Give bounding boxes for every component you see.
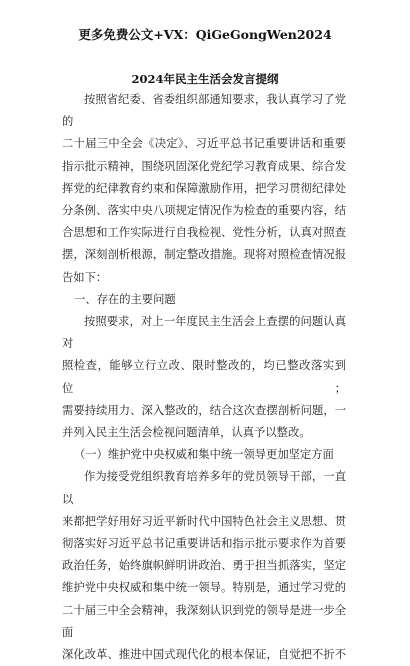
body-line: 照检查，能够立行立改、限时整改的，均已整改落实到位；	[62, 359, 346, 395]
document-body	[62, 89, 346, 666]
body-line: 按照省纪委、省委组织部通知要求，我认真学习了党的	[62, 93, 346, 129]
body-line: 按照要求，对上一年度民主生活会上查摆的问题认真对	[62, 315, 346, 351]
body-line: 挥党的纪律教育约束和保障激励作用，把学习贯彻纪律处	[62, 181, 346, 195]
body-line: 合思想和工作实际进行自我检视、党性分析，认真对照查	[62, 226, 346, 240]
body-line: 来都把学好用好习近平新时代中国特色社会主义思想、贯	[62, 514, 346, 528]
body-line: 告如下：	[62, 270, 108, 284]
body-line: 政治任务，始终旗帜鲜明讲政治、勇于担当抓落实，坚定	[62, 559, 346, 573]
body-line: 深化改革、推进中国式现代化的根本保证，自觉把不折不	[62, 648, 346, 662]
body-line: 摆，深刻剖析根源，制定整改措施。现将对照检查情况报	[62, 248, 346, 262]
section-heading: 一、存在的主要问题	[74, 292, 176, 306]
body-line: 分条例、落实中央八项规定情况作为检查的重要内容，结	[62, 204, 346, 218]
body-line: 维护党中央权威和集中统一领导。特别是，通过学习党的	[62, 581, 346, 595]
body-line: 指示批示精神，围绕巩固深化党纪学习教育成果、综合发	[62, 159, 346, 173]
subsection-heading: （一）维护党中央权威和集中统一领导更加坚定方面	[74, 448, 334, 462]
body-line: 作为接受党组织教育培养多年的党员领导干部，一直以	[62, 470, 346, 506]
document-title: 2024年民主生活会发言提纲	[131, 72, 279, 86]
body-line: 并列入民主生活会检视问题清单，认真予以整改。	[62, 426, 311, 440]
body-line: 彻落实好习近平总书记重要讲话和指示批示要求作为首要	[62, 537, 346, 551]
body-line: 需要持续用力、深入整改的，结合这次查摆剖析问题，一	[62, 403, 346, 417]
body-line: 二十届三中全会《决定》、习近平总书记重要讲话和重要	[62, 137, 346, 151]
body-line: 二十届三中全会精神，我深刻认识到党的领导是进一步全面	[62, 603, 346, 639]
header-watermark-text: 更多免费公文+VX：QiGeGongWen2024	[78, 27, 332, 42]
